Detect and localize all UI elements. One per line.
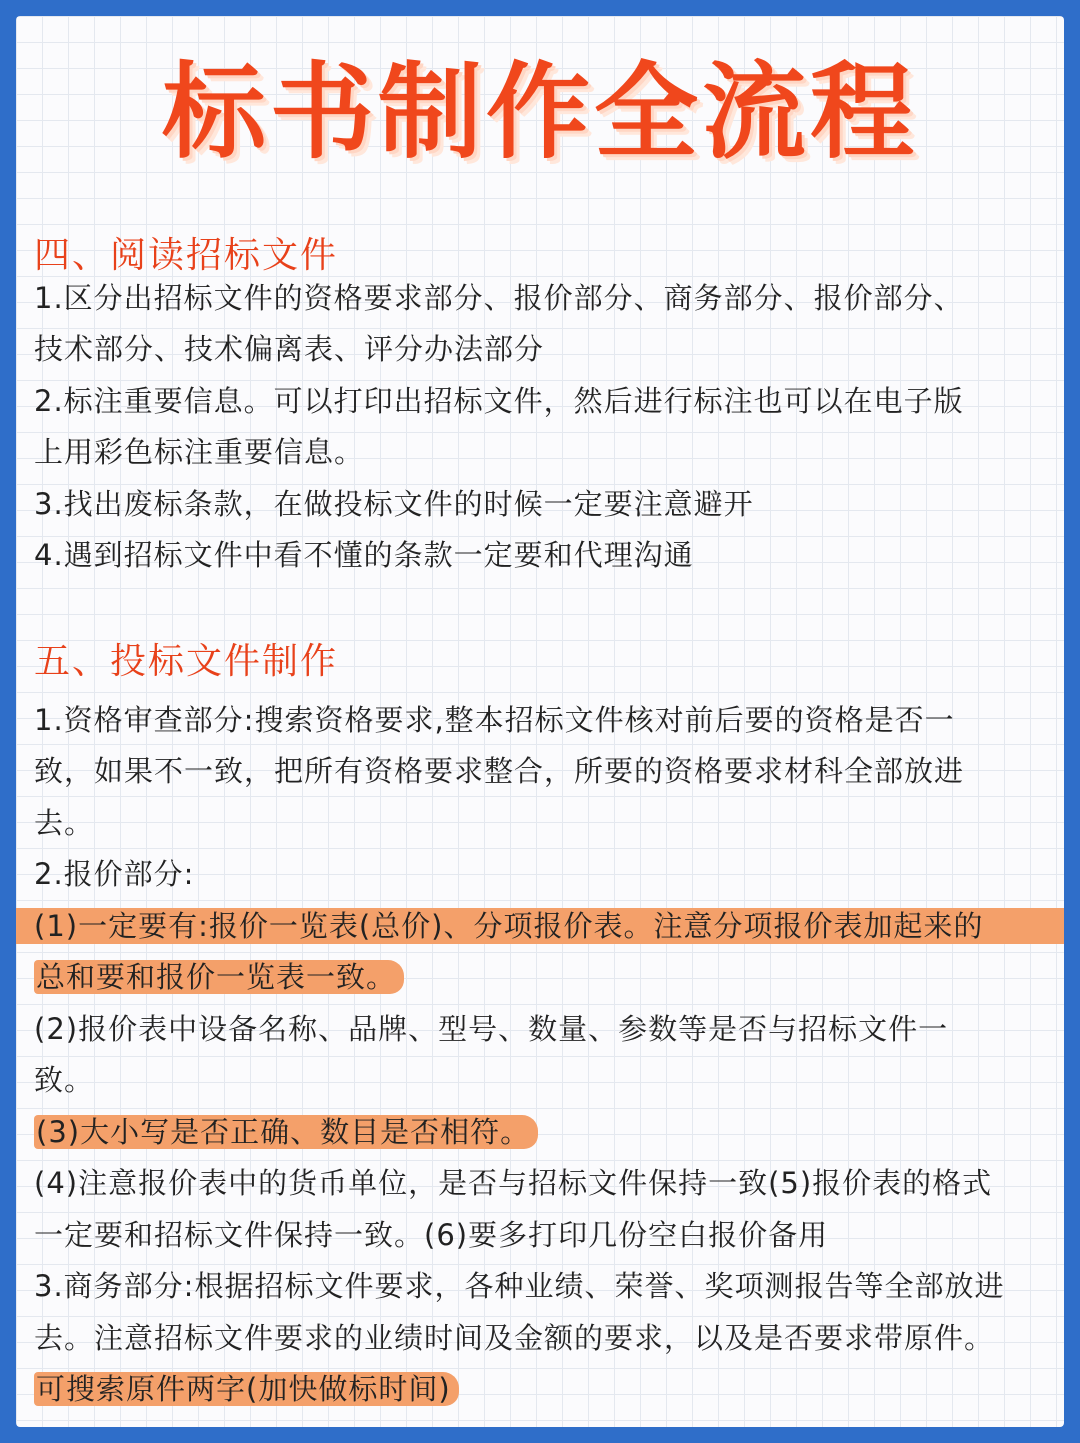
- section-4-line: 2.标注重要信息。可以打印出招标文件，然后进行标注也可以在电子版: [34, 384, 964, 418]
- section-5-line: 2.报价部分:: [34, 857, 195, 891]
- highlight-mark: 可搜索原件两字(加快做标时间): [34, 1372, 459, 1406]
- section-5-line: 1.资格审查部分:搜索资格要求,整本招标文件核对前后要的资格是否一: [34, 703, 955, 737]
- section-5-line: 一定要和招标文件保持一致。(6)要多打印几份空白报价备用: [34, 1218, 829, 1252]
- section-5-line-highlighted: [34, 1369, 1054, 1409]
- section-5-line-highlighted: (1)一定要有:报价一览表(总价)、分项报价表。注意分项报价表加起来的: [34, 909, 984, 943]
- section-4-line: 上用彩色标注重要信息。: [34, 435, 365, 469]
- document-card: [16, 16, 1064, 1427]
- section-4-line: 技术部分、技术偏离表、评分办法部分: [34, 332, 545, 366]
- section-5-line: 去。: [34, 806, 95, 840]
- section-4-line: 4.遇到招标文件中看不懂的条款一定要和代理沟通: [34, 538, 694, 572]
- section-5-line-highlighted: [34, 1112, 1054, 1152]
- section-5-line: (4)注意报价表中的货币单位，是否与招标文件保持一致(5)报价表的格式: [34, 1166, 993, 1200]
- highlight-mark: (3)大小写是否正确、数目是否相符。: [34, 1115, 538, 1149]
- section-4-heading: 四、阅读招标文件: [34, 235, 339, 276]
- section-5-line: 3.商务部分:根据招标文件要求，各种业绩、荣誉、奖项测报告等全部放进: [34, 1269, 1005, 1303]
- section-4-line: 1.区分出招标文件的资格要求部分、报价部分、商务部分、报价部分、: [34, 281, 964, 315]
- section-5-line: 致，如果不一致，把所有资格要求整合，所要的资格要求材科全部放进: [34, 754, 965, 788]
- section-5-line: 致。: [34, 1063, 95, 1097]
- section-5-line: 去。注意招标文件要求的业绩时间及金额的要求，以及是否要求带原件。: [34, 1321, 995, 1355]
- highlight-mark: 总和要和报价一览表一致。: [34, 960, 404, 994]
- section-5-heading: 五、投标文件制作: [34, 641, 339, 682]
- section-5-line: (2)报价表中设备名称、品牌、型号、数量、参数等是否与招标文件一: [34, 1012, 949, 1046]
- section-4-line: 3.找出废标条款，在做投标文件的时候一定要注意避开: [34, 487, 754, 521]
- page-title: 标书制作全流程: [161, 51, 918, 173]
- section-5-line-highlighted: [34, 957, 1054, 997]
